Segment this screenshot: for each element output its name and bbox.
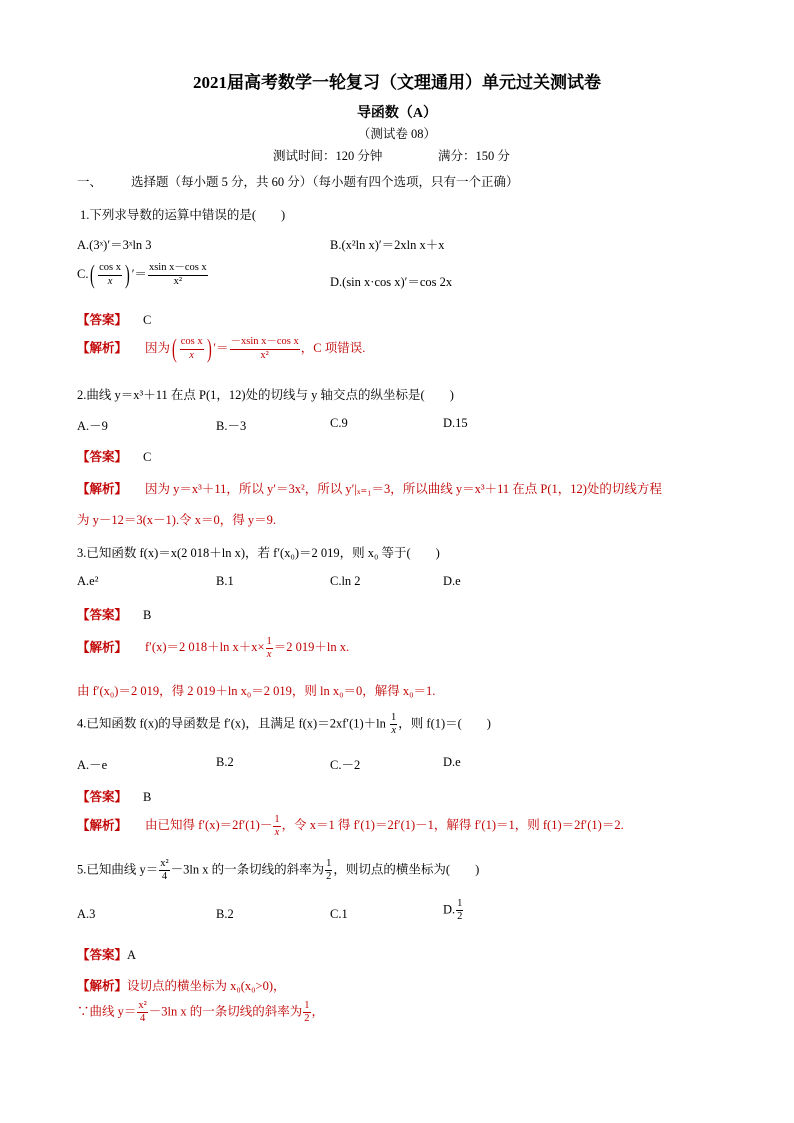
q3-answer: 【答案】 B (77, 608, 152, 622)
q1-option-a: A.(3ˣ)′＝3ˣln 3 (77, 238, 152, 252)
q5-option-c: C.1 (330, 907, 348, 921)
q5-option-d: D. $\frac{1}{2}$ (443, 898, 463, 923)
paper-number: （测试卷 08） (357, 127, 437, 141)
q3-option-b: B.1 (216, 574, 234, 588)
q2-answer: 【答案】 C (77, 450, 152, 464)
q4-answer: 【答案】 B (77, 790, 152, 804)
q3-analysis: 【解析】 f′(x)＝2 018＋ln x＋x× $\frac{1}{x}$ ＝2 019＋ln x. (77, 636, 350, 661)
q5-stem: 5.已知曲线 y＝ $\frac{\text{x²}}{4}$ －3ln x 的一条切线的斜率为 $\frac{1}{2}$ ，则切点的横坐标为( ) (77, 858, 480, 883)
q4-analysis: 【解析】 由已知得 f′(x)＝2f′(1)－ $\frac{1}{x}$ ，令 x＝1 得 f′(1)＝2f′(1)－1，解得 f′(1)＝1，则 f(1)＝2f′(1)＝2. (77, 814, 624, 839)
q5-analysis: 【解析】设切点的横坐标为 x₀(x₀>0)， (77, 979, 286, 993)
page-subtitle: 导函数（A） (356, 106, 438, 121)
page-title: 2021届高考数学一轮复习（文理通用）单元过关测试卷 (193, 73, 601, 92)
section-number: 一、 (77, 175, 103, 189)
q2-option-d: D.15 (443, 416, 468, 430)
q4-stem: 4.已知函数 f(x)的导函数是 f′(x)，且满足 f(x)＝2xf′(1)＋ln $\frac{1}{x}$ ，则 f(1)＝( ) (77, 712, 491, 737)
q1-option-b: B.(x²ln x)′＝2xln x＋x (330, 238, 445, 252)
q4-option-d: D.e (443, 755, 461, 769)
q2-stem: 2.曲线 y＝x³＋11 在点 P(1，12)处的切线与 y 轴交点的纵坐标是( ) (77, 388, 454, 402)
q2-option-b: B.－3 (216, 419, 247, 433)
q2-analysis: 【解析】 因为 y＝x³＋11，所以 y′＝3x²，所以 y′|ₓ₌₁＝3，所以曲线 y＝x³＋11 在点 P(1，12)处的切线方程 (77, 482, 662, 496)
q4-option-b: B.2 (216, 755, 234, 769)
q5-option-b: B.2 (216, 907, 234, 921)
q3-stem: 3.已知函数 f(x)＝x(2 018＋ln x)，若 f′(x₀)＝2 019，则 x₀ 等于( ) (77, 546, 440, 560)
q2-option-c: C.9 (330, 416, 348, 430)
q3-analysis-line2: 由 f′(x₀)＝2 019，得 2 019＋ln x₀＝2 019，则 ln x₀＝0，解得 x₀＝1. (77, 684, 436, 698)
section-label: 选择题（每小题 5 分，共 60 分）（每小题有四个选项，只有一个正确） (131, 175, 519, 189)
test-time: 测试时间：120 分钟 (273, 149, 383, 163)
q1-option-d: D.(sin x·cos x)′＝cos 2x (330, 275, 453, 289)
q2-option-a: A.－9 (77, 419, 108, 433)
q5-option-a: A.3 (77, 907, 96, 921)
q1-option-c: C.( $\frac{\text{cos x}}{x}$ ) ′＝ $\frac{\text{xsin x－cos x}}{\text{x²}}$ (77, 260, 207, 289)
q4-option-c: C.－2 (330, 758, 361, 772)
q3-option-d: D.e (443, 574, 461, 588)
q2-analysis-line2: 为 y－12＝3(x－1).令 x＝0，得 y＝9. (77, 513, 276, 527)
q3-option-c: C.ln 2 (330, 574, 361, 588)
q1-stem: 1.下列求导数的运算中错误的是( ) (80, 208, 286, 222)
q3-option-a: A.e² (77, 574, 99, 588)
q1-analysis: 【解析】 因为( $\frac{\text{cos x}}{x}$ ) ′＝ $\frac{\text{－xsin x－cos x}}{\text{x²}}$ ，C 项错误. (77, 334, 366, 363)
q1-answer: 【答案】 C (77, 313, 152, 327)
q5-analysis-line2: ∵曲线 y＝ $\frac{\text{x²}}{4}$ －3ln x 的一条切线的斜率为 $\frac{1}{2}$ ， (77, 1000, 325, 1025)
q5-answer: 【答案】A (77, 948, 137, 962)
q4-option-a: A.－e (77, 758, 108, 772)
full-score: 满分：150 分 (438, 149, 510, 163)
